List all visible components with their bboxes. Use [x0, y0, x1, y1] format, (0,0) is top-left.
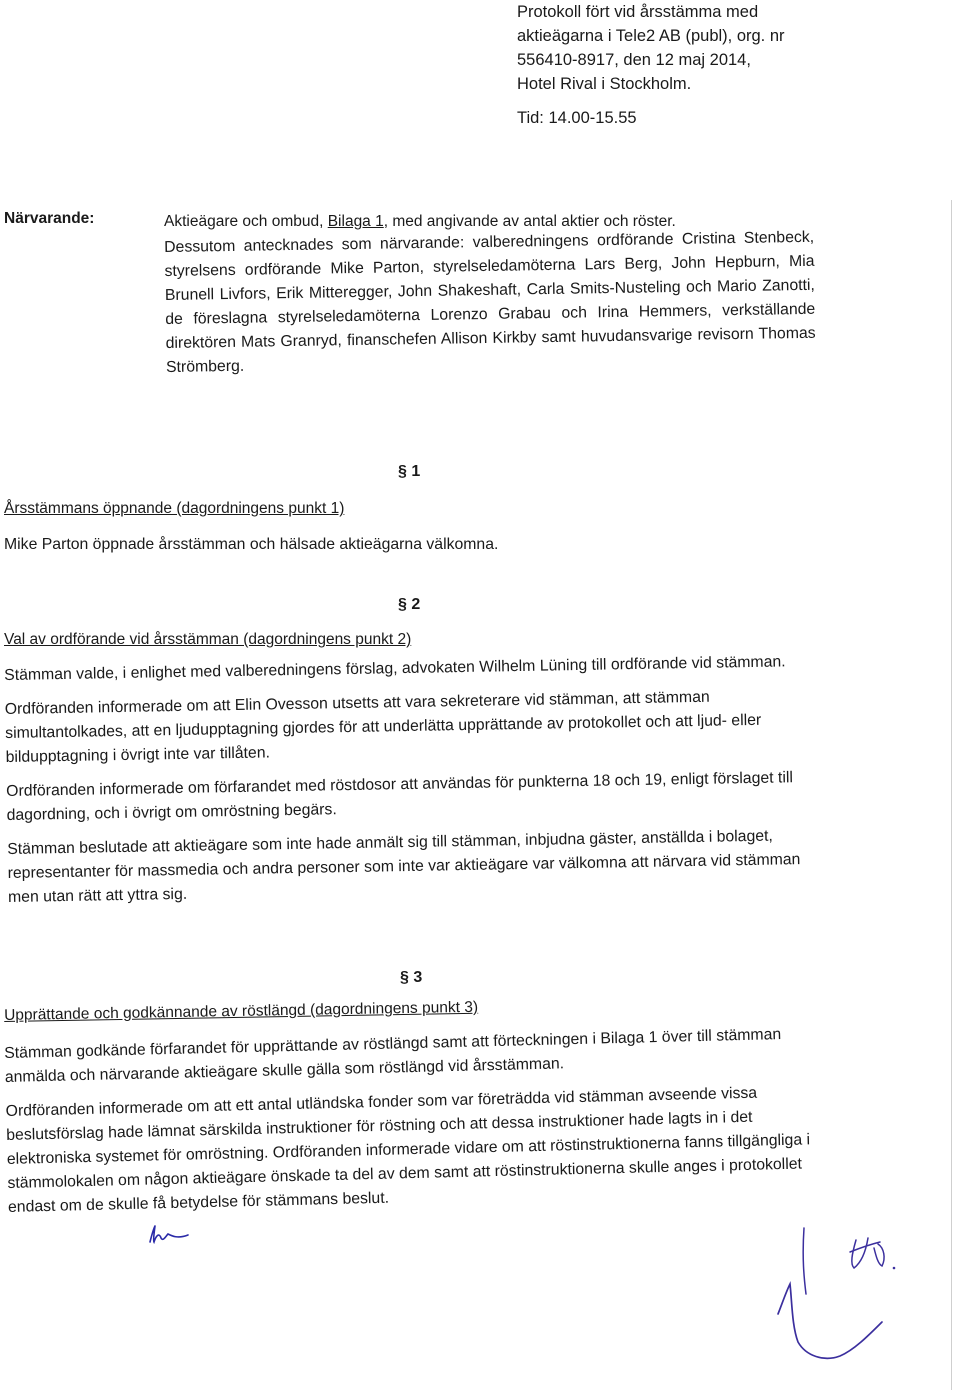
section-2-paragraph-1: Stämman valde, i enlighet med valberedningens förslag, advokaten Wilhelm Lüning till ordförande vid stämman. [4, 653, 786, 684]
header-line-3: 556410-8917, den 12 maj 2014, [517, 51, 751, 69]
section-3-title: Upprättande och godkännande av röstlängd (dagordningens punkt 3) [4, 998, 479, 1024]
handwritten-signature [764, 1218, 914, 1368]
attendance-intro-post: , med angivande av antal aktier och röster. [383, 213, 676, 230]
section-2-body [4, 650, 820, 920]
attendance-others: Dessutom antecknades som närvarande: valberedningens ordförande Cristina Stenbeck, styrelsens ordförande Mike Parton, styrelseledamöterna Lars Berg, John Hepburn, Mia Brunell Livfors, Erik Mitteregger, John Shakeshaft, Carla Smits-Nusteling och Mario Zanotti, de föreslagna styrelseledamöterna Lorenzo Grabau och Irina Hemmers, verkställande direktören Mats Granryd, finanschefen Allison Kirkby samt huvudansvarige revisorn Thomas Strömberg. [164, 228, 816, 376]
meeting-time: Tid: 14.00-15.55 [517, 109, 637, 127]
section-2-paragraph-4: Stämman beslutade att aktieägare som inte hade anmält sig till stämman, inbjudna gäster, anställda i bolaget, representanter för massmedia och andra personer som inte var aktieägare var välkomna att närvara vid stämman men utan rätt att yttra sig. [7, 827, 801, 906]
section-1-title: Årsstämmans öppnande (dagordningens punkt 1) [4, 500, 345, 517]
protocol-header [517, 0, 813, 130]
section-3-body [4, 1022, 820, 1230]
section-1-paragraph-1: Mike Parton öppnade årsstämman och hälsade aktieägarna välkomna. [4, 536, 499, 553]
section-2-title: Val av ordförande vid årsstämman (dagordningens punkt 2) [4, 631, 412, 648]
header-line-1: Protokoll fört vid årsstämma med [517, 3, 759, 21]
attendance-label: Närvarande: [4, 210, 95, 227]
attachment-reference: Bilaga 1 [327, 213, 384, 230]
header-line-2: aktieägarna i Tele2 AB (publ), org. nr [517, 27, 785, 45]
section-3-mark: § 3 [400, 969, 423, 986]
attendance-text [164, 210, 814, 380]
header-line-4: Hotel Rival i Stockholm. [517, 75, 692, 93]
section-2-paragraph-2: Ordföranden informerade om att Elin Ovesson utsetts att vara sekreterare vid stämman, att stämman simultantolkades, att en ljudupptagning gjordes för att underlätta upprättande av protokollet och att ljud- eller bildupptagning i övrigt inte var tillåten. [4, 688, 762, 766]
section-2-paragraph-3: Ordföranden informerade om förfarandet med röstdosor att användas för punkterna 18 och 19, enligt förslaget till dagordning, och i övrigt om omröstning begärs. [6, 769, 794, 824]
handwritten-initials-small [146, 1222, 194, 1248]
section-3-paragraph-1: Stämman godkände förfarandet för upprättande av röstlängd samt att förteckningen i Bilaga 1 över till stämman anmälda och närvarande aktieägare skulle gälla som röstlängd vid årsstämman. [4, 1026, 782, 1086]
section-2-mark: § 2 [398, 596, 421, 613]
section-1-body [4, 533, 604, 567]
attendance-intro-pre: Aktieägare och ombud, [164, 213, 324, 230]
section-3-paragraph-2: Ordföranden informerade om att ett antal utländska fonder som var företrädda vid stämman avseende vissa beslutsförslag hade lämnat särskilda instruktioner för röstning och att dessa instruktioner hade lagts in i det elektroniska systemet för omröstning. Ordföranden informerade vidare om att röstinstruktionerna fanns tillgängliga i stämmolokalen om någon aktieägare önskade ta del av dem samt att röstinstruktionerna skulle anges i protokollet endast om de skulle få betydelse för stämmans beslut. [5, 1084, 811, 1216]
page-edge [951, 200, 952, 1390]
section-1-mark: § 1 [398, 463, 421, 480]
